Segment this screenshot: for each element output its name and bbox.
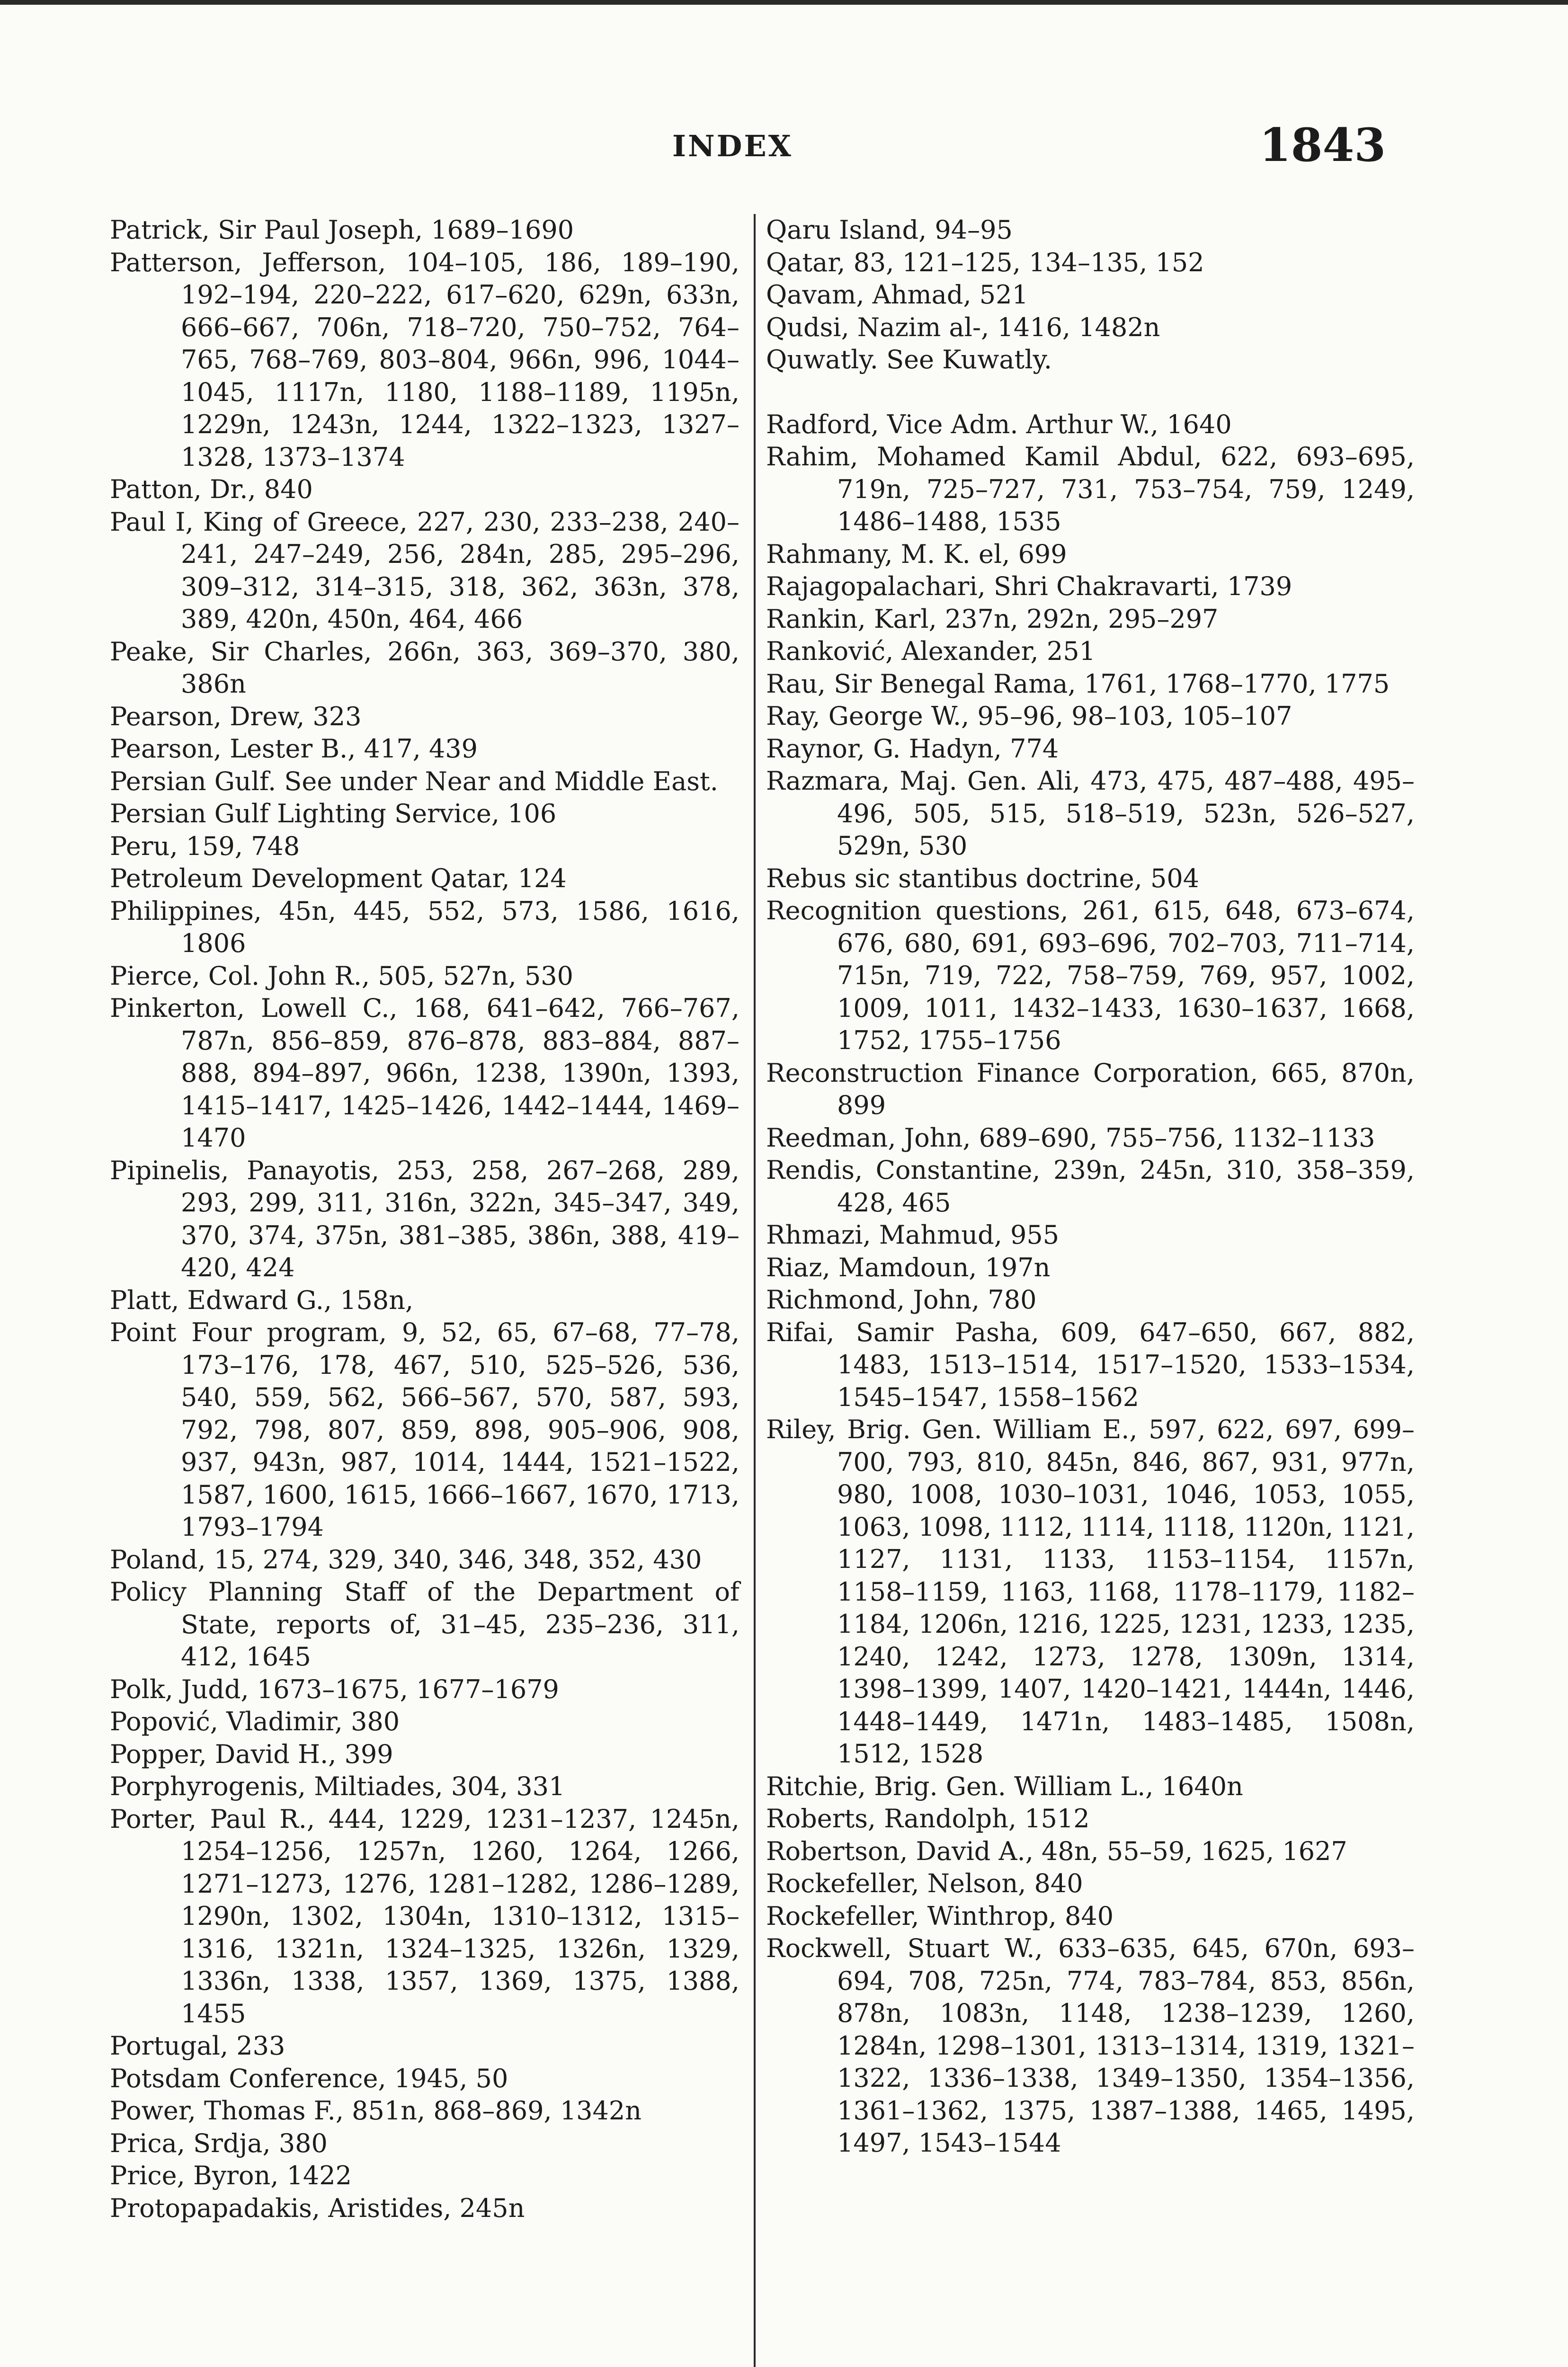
index-entry: Raynor, G. Hadyn, 774 (766, 733, 1059, 764)
index-entry: Rendis, Constantine, 239n, 245n, 310, 358–359, 428, 465 (766, 1155, 1415, 1218)
index-entry: Portugal, 233 (110, 2031, 285, 2061)
index-entry: Rockefeller, Winthrop, 840 (766, 1901, 1114, 1931)
index-entry: Policy Planning Staff of the Department of State, reports of, 31–45, 235–236, 311, 412, 1645 (110, 1577, 739, 1672)
index-entry: Pearson, Drew, 323 (110, 701, 362, 731)
index-entry: Rau, Sir Benegal Rama, 1761, 1768–1770, 1775 (766, 668, 1390, 699)
index-entry: Philippines, 45n, 445, 552, 573, 1586, 1616, 1806 (110, 896, 739, 958)
index-entry: Rockwell, Stuart W., 633–635, 645, 670n, 693–694, 708, 725n, 774, 783–784, 853, 856n, 878n, 1083n, 1148, 1238–1239, 1260, 1284n, 1298–1301, 1313–1314, 1319, 1321–1322, 1336–1338, 1349–1350, 1354–1356, 1361–1362, 1375, 1387–1388, 1465, 1495, 1497, 1543–1544 (766, 1933, 1415, 2158)
index-entry: Reedman, John, 689–690, 755–756, 1132–1133 (766, 1122, 1375, 1153)
index-entry: Protopapadakis, Aristides, 245n (110, 2193, 525, 2223)
index-entry: Rifai, Samir Pasha, 609, 647–650, 667, 882, 1483, 1513–1514, 1517–1520, 1533–1534, 1545–1547, 1558–1562 (766, 1317, 1415, 1412)
index-entry: Razmara, Maj. Gen. Ali, 473, 475, 487–488, 495–496, 505, 515, 518–519, 523n, 526–527, 529n, 530 (766, 766, 1415, 861)
index-entry: Radford, Vice Adm. Arthur W., 1640 (766, 409, 1232, 439)
index-entry: Ritchie, Brig. Gen. William L., 1640n (766, 1771, 1243, 1801)
index-entry: Qudsi, Nazim al-, 1416, 1482n (766, 312, 1160, 342)
index-entry: Reconstruction Finance Corporation, 665, 870n, 899 (766, 1058, 1415, 1120)
index-entry: Rankin, Karl, 237n, 292n, 295–297 (766, 604, 1219, 634)
index-entry: Persian Gulf. See under Near and Middle East. (110, 766, 718, 796)
index-entry: Pipinelis, Panayotis, 253, 258, 267–268, 289, 293, 299, 311, 316n, 322n, 345–347, 349, 370, 374, 375n, 381–385, 386n, 388, 419–420, 424 (110, 1155, 739, 1282)
index-entry: Rebus sic stantibus doctrine, 504 (766, 863, 1200, 893)
index-entry: Peru, 159, 748 (110, 831, 300, 861)
index-entry: Pearson, Lester B., 417, 439 (110, 734, 478, 764)
index-entry: Point Four program, 9, 52, 65, 67–68, 77–78, 173–176, 178, 467, 510, 525–526, 536, 540, 559, 562, 566–567, 570, 587, 593, 792, 798, 807, 859, 898, 905–906, 908, 937, 943n, 987, 1014, 1444, 1521–1522, 1587, 1600, 1615, 1666–1667, 1670, 1713, 1793–1794 (110, 1317, 739, 1542)
index-entry: Prica, Srdja, 380 (110, 2128, 328, 2158)
index-entry: Rahim, Mohamed Kamil Abdul, 622, 693–695, 719n, 725–727, 731, 753–754, 759, 1249, 1486–1488, 1535 (766, 442, 1415, 536)
index-entry: Qaru Island, 94–95 (766, 215, 1013, 245)
index-entry: Power, Thomas F., 851n, 868–869, 1342n (110, 2096, 642, 2126)
index-entry: Price, Byron, 1422 (110, 2161, 352, 2190)
index-entry: Pinkerton, Lowell C., 168, 641–642, 766–767, 787n, 856–859, 876–878, 883–884, 887–888, 894–897, 966n, 1238, 1390n, 1393, 1415–1417, 1425–1426, 1442–1444, 1469–1470 (110, 993, 739, 1153)
index-entry: Persian Gulf Lighting Service, 106 (110, 799, 557, 828)
letter-gap (752, 376, 1415, 409)
index-entry: Patton, Dr., 840 (110, 474, 313, 504)
index-entry: Platt, Edward G., 158n, (110, 1285, 414, 1315)
index-entry: Popper, David H., 399 (110, 1739, 393, 1769)
index-entry: Peake, Sir Charles, 266n, 363, 369–370, 380, 386n (110, 636, 739, 699)
index-entry: Riley, Brig. Gen. William E., 597, 622, 697, 699–700, 793, 810, 845n, 846, 867, 931, 977n, 980, 1008, 1030–1031, 1046, 1053, 1055, 1063, 1098, 1112, 1114, 1118, 1120n, 1121, 1127, 1131, 1133, 1153–1154, 1157n, 1158–1159, 1163, 1168, 1178–1179, 1182–1184, 1206n, 1216, 1225, 1231, 1233, 1235, 1240, 1242, 1273, 1278, 1309n, 1314, 1398–1399, 1407, 1420–1421, 1444n, 1446, 1448–1449, 1471n, 1483–1485, 1508n, 1512, 1528 (766, 1415, 1415, 1769)
index-entry: Rhmazi, Mahmud, 955 (766, 1220, 1060, 1250)
index-entry: Patrick, Sir Paul Joseph, 1689–1690 (110, 215, 574, 245)
page-number: 1843 (1259, 118, 1386, 172)
index-entry: Quwatly. See Kuwatly. (766, 345, 1052, 374)
index-entry: Rahmany, M. K. el, 699 (766, 539, 1067, 569)
index-entry: Robertson, David A., 48n, 55–59, 1625, 1627 (766, 1836, 1347, 1866)
index-column-right (752, 214, 1415, 2160)
index-entry: Porphyrogenis, Miltiades, 304, 331 (110, 1771, 565, 1801)
index-entry: Recognition questions, 261, 615, 648, 673–674, 676, 680, 691, 693–696, 702–703, 711–714, 715n, 719, 722, 758–759, 769, 957, 1002, 1009, 1011, 1432–1433, 1630–1637, 1668, 1752, 1755–1756 (766, 896, 1415, 1055)
index-entry: Paul I, King of Greece, 227, 230, 233–238, 240–241, 247–249, 256, 284n, 285, 295–296, 309–312, 314–315, 318, 362, 363n, 378, 389, 420n, 450n, 464, 466 (110, 507, 739, 634)
index-entry: Rockefeller, Nelson, 840 (766, 1869, 1083, 1898)
index-entry: Popović, Vladimir, 380 (110, 1707, 400, 1736)
index-entry: Richmond, John, 780 (766, 1285, 1037, 1315)
index-entry: Polk, Judd, 1673–1675, 1677–1679 (110, 1674, 559, 1704)
index-entry: Porter, Paul R., 444, 1229, 1231–1237, 1245n, 1254–1256, 1257n, 1260, 1264, 1266, 1271–1273, 1276, 1281–1282, 1286–1289, 1290n, 1302, 1304n, 1310–1312, 1315–1316, 1321n, 1324–1325, 1326n, 1329, 1336n, 1338, 1357, 1369, 1375, 1388, 1455 (110, 1804, 739, 2029)
index-entry: Roberts, Randolph, 1512 (766, 1804, 1090, 1833)
index-entry: Patterson, Jefferson, 104–105, 186, 189–190, 192–194, 220–222, 617–620, 629n, 633n, 666–667, 706n, 718–720, 750–752, 764–765, 768–769, 803–804, 966n, 996, 1044–1045, 1117n, 1180, 1188–1189, 1195n, 1229n, 1243n, 1244, 1322–1323, 1327–1328, 1373–1374 (110, 247, 739, 472)
index-entry: Riaz, Mamdoun, 197n (766, 1252, 1051, 1282)
index-entry: Rajagopalachari, Shri Chakravarti, 1739 (766, 571, 1292, 601)
index-entry: Poland, 15, 274, 329, 340, 346, 348, 352, 430 (110, 1544, 702, 1575)
index-entry: Qavam, Ahmad, 521 (766, 280, 1028, 310)
index-entry: Potsdam Conference, 1945, 50 (110, 2063, 508, 2093)
index-entry: Qatar, 83, 121–125, 134–135, 152 (766, 247, 1204, 277)
top-rule (0, 0, 1568, 5)
running-head: INDEX (672, 129, 793, 163)
index-entry: Pierce, Col. John R., 505, 527n, 530 (110, 961, 574, 991)
index-entry: Ranković, Alexander, 251 (766, 636, 1096, 666)
index-entry: Petroleum Development Qatar, 124 (110, 863, 567, 893)
index-column-left (110, 214, 739, 2225)
index-entry: Ray, George W., 95–96, 98–103, 105–107 (766, 701, 1292, 731)
